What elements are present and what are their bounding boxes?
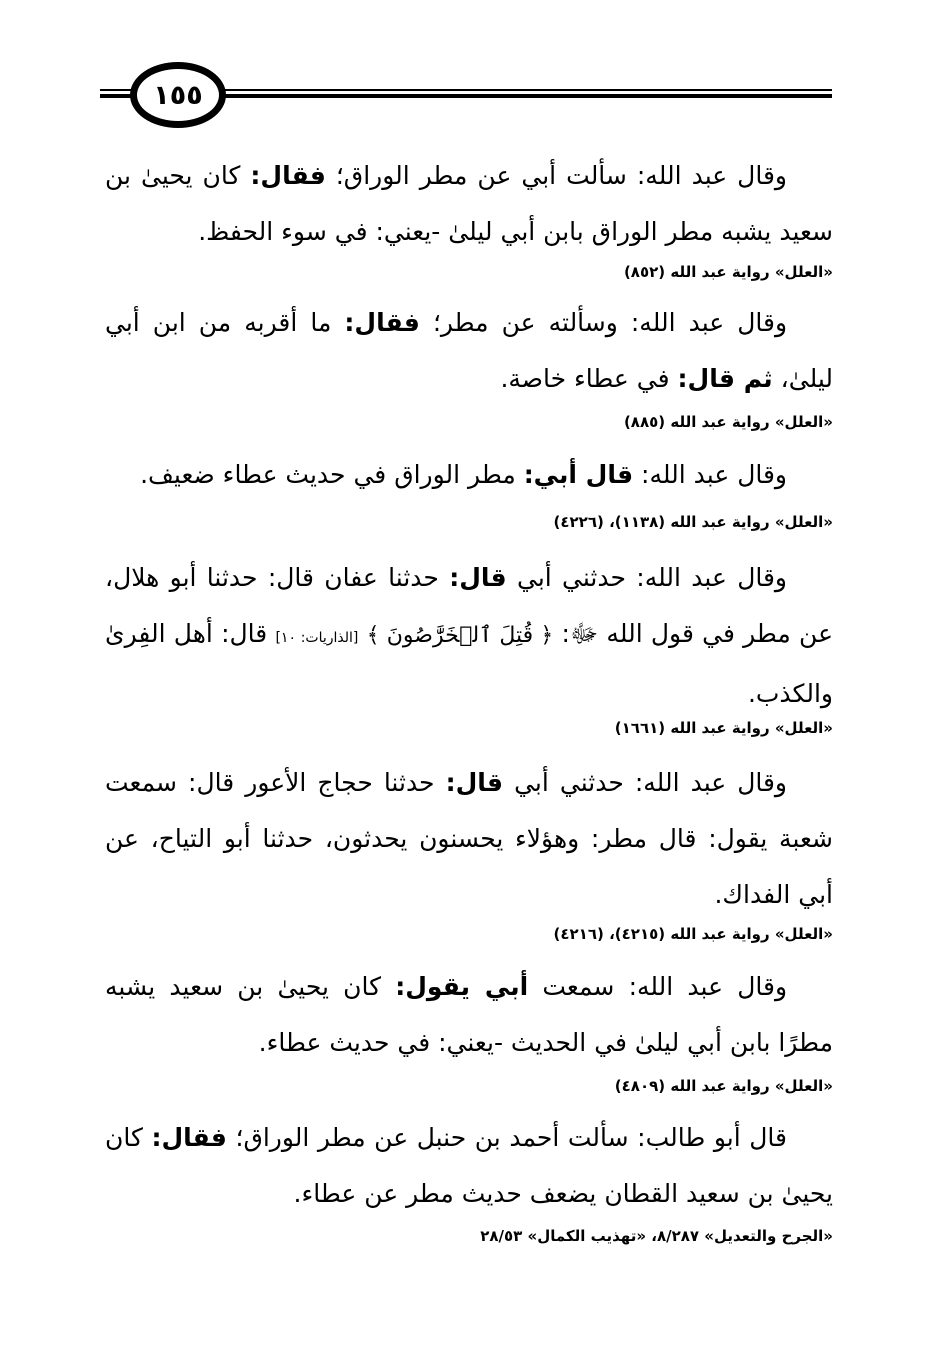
entry-text: حدثنا عفان قال: حدثنا أبو هلال، عن مطر في قول الله ﷻ:: [105, 563, 833, 648]
entry-text: كان يحيىٰ بن سعيد القطان يضعف حديث مطر عن عطاء.: [105, 1123, 833, 1208]
entry-bold-label: فقال:: [151, 1123, 227, 1152]
entry-paragraph: [105, 755, 833, 923]
entry-paragraph: [105, 295, 833, 407]
entry-intro: قال أبو طالب: سألت أحمد بن حنبل عن مطر الوراق؛: [235, 1123, 787, 1152]
entry-text: حدثنا حجاج الأعور قال: سمعت شعبة يقول: قال مطر: وهؤلاء يحسنون يحدثون، حدثنا أبو التياح، عن أبي الفداك.: [105, 768, 833, 909]
entry-bold-label: أبي يقول:: [395, 972, 529, 1001]
entry-text: ما أقربه من ابن أبي ليلىٰ،: [105, 308, 833, 393]
entry-source: «العلل» رواية عبد الله (٨٨٥): [623, 413, 833, 431]
entry-bold-label: قال:: [445, 768, 504, 797]
entry-paragraph: [105, 1110, 833, 1222]
entry-source: «العلل» رواية عبد الله (١١٣٨)، (٤٢٢٦): [553, 513, 833, 531]
entry-source: «العلل» رواية عبد الله (١٦٦١): [614, 719, 833, 737]
entry-paragraph: [105, 550, 833, 722]
entry-paragraph: [105, 959, 833, 1071]
entry-bold-label: قال:: [449, 563, 507, 592]
entry-text-2: في عطاء خاصة.: [500, 364, 670, 393]
entry-intro: وقال عبد الله: حدثني أبي: [514, 768, 788, 797]
entry-source: «العلل» رواية عبد الله (٤٨٠٩): [614, 1077, 833, 1095]
entry-intro: وقال عبد الله: وسألته عن مطر؛: [432, 308, 788, 337]
quran-verse: ﴿ قُتِلَ ٱلۡخَرَّٰصُونَ ﴾: [366, 623, 554, 648]
entry-intro: وقال عبد الله: حدثني أبي: [516, 563, 787, 592]
entry-intro: وقال عبد الله:: [641, 460, 787, 489]
entry-source: «العلل» رواية عبد الله (٨٥٢): [623, 263, 833, 281]
entry-text: كان يحيىٰ بن سعيد يشبه مطرًا بابن أبي ليلىٰ في الحديث -يعني: في حديث عطاء.: [105, 972, 833, 1057]
entry-text: مطر الوراق في حديث عطاء ضعيف.: [140, 460, 516, 489]
entry-bold-label: فقال:: [250, 161, 326, 190]
entry-source: «العلل» رواية عبد الله (٤٢١٥)، (٤٢١٦): [553, 925, 833, 943]
entry-bold-label-2: ثم قال:: [677, 364, 773, 393]
entry-text-2: قال: أهل الفِرىٰ والكذب.: [105, 619, 833, 708]
entry-bold-label: قال أبي:: [523, 460, 634, 489]
entry-paragraph: [105, 148, 833, 260]
verse-reference: [الذاريات: ١٠]: [275, 630, 359, 646]
entry-intro: وقال عبد الله: سألت أبي عن مطر الوراق؛: [335, 161, 787, 190]
entry-paragraph: [105, 447, 833, 503]
entry-intro: وقال عبد الله: سمعت: [542, 972, 788, 1001]
page-header: [100, 62, 832, 132]
page-number: ١٥٥: [130, 62, 226, 128]
entry-source: «الجرح والتعديل» ٨/٢٨٧، «تهذيب الكمال» ٢٨/٥٣: [480, 1227, 833, 1245]
entry-bold-label: فقال:: [344, 308, 420, 337]
entry-text: كان يحيىٰ بن سعيد يشبه مطر الوراق بابن أبي ليلىٰ -يعني: في سوء الحفظ.: [105, 161, 833, 246]
